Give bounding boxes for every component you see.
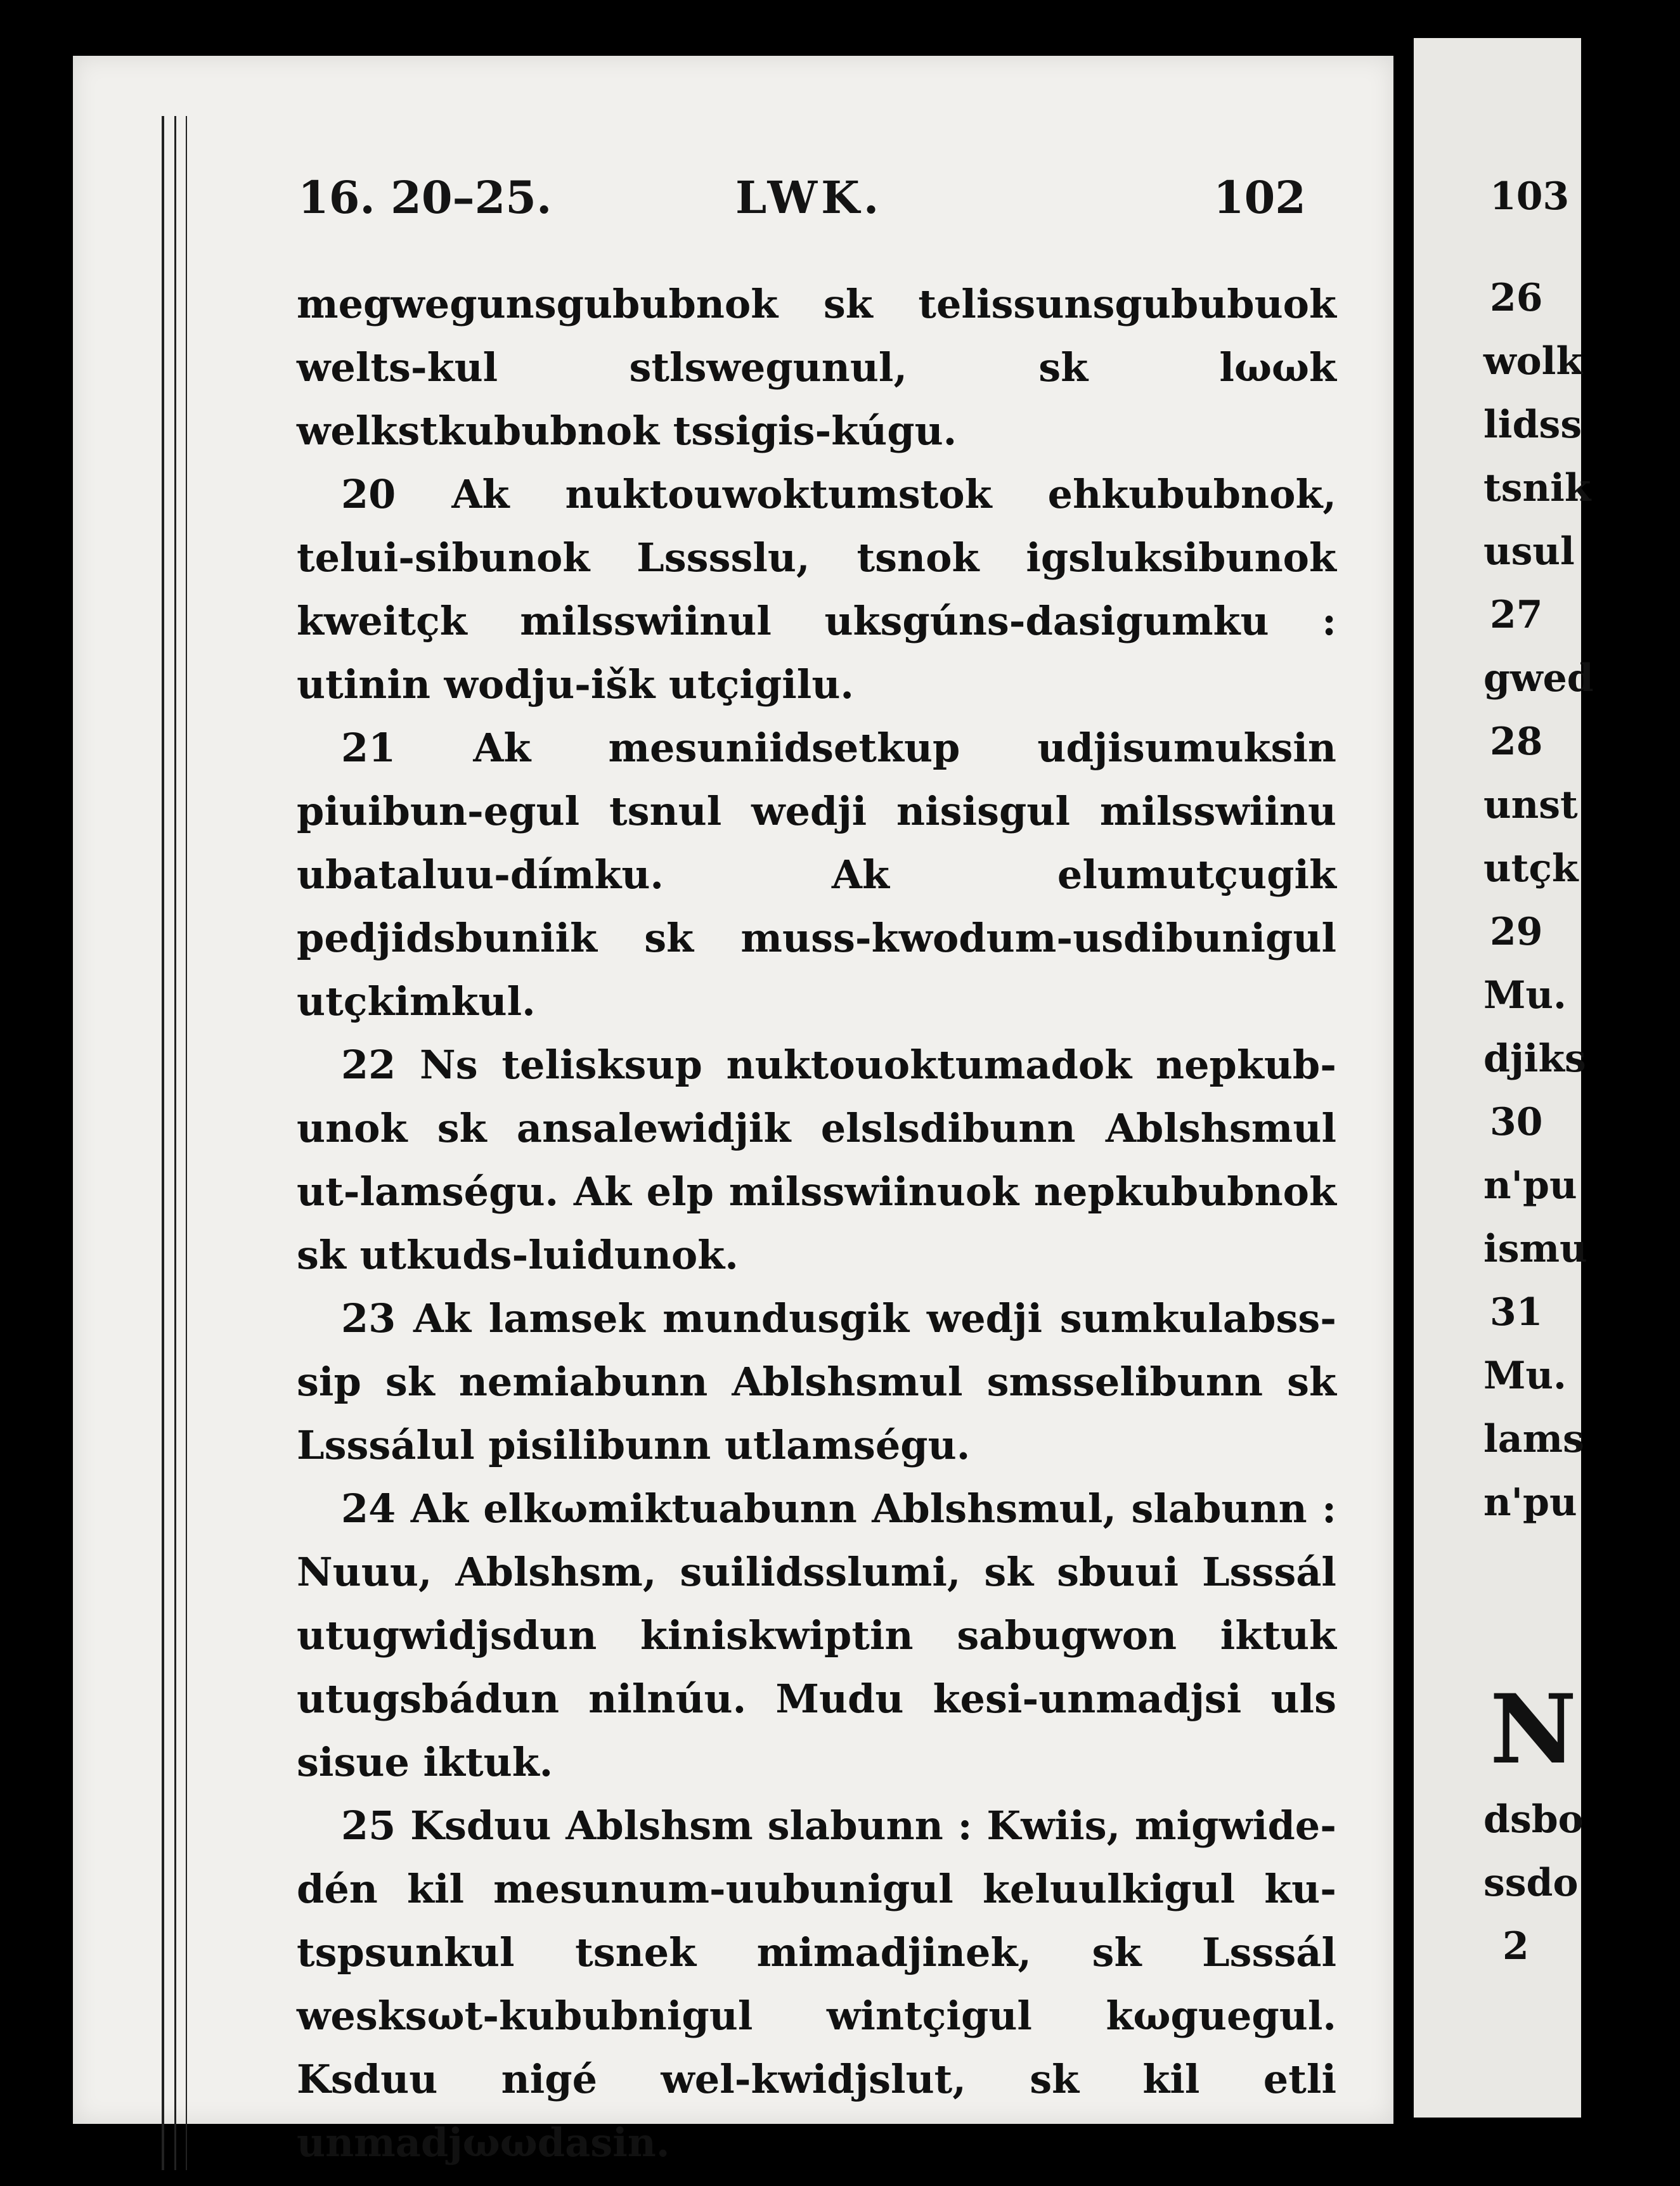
next-page-fragment: utçk xyxy=(1483,846,1579,891)
next-page-fragment: ssdo xyxy=(1483,1861,1579,1905)
next-page-fragment: 31 xyxy=(1490,1290,1543,1335)
verse-paragraph: 22 Ns telisksup nuktouoktumadok nepkub-unok sk ansalewidjik elslsdibunn Ablshsmul ut-lamségu. Ak elp milsswiinuok nepkububnok sk utkuds-luidunok. xyxy=(297,1042,1336,1278)
next-page-fragment: lams xyxy=(1483,1417,1584,1461)
chapter-verse-reference: 16. 20–25. xyxy=(298,171,552,224)
next-page-fragment: 29 xyxy=(1490,910,1543,954)
book-page-right-fragment xyxy=(1414,38,1594,2118)
next-page-fragment: 27 xyxy=(1490,593,1543,637)
verse-paragraph: 21 Ak mesuniidsetkup udjisumuksin piuibun-egul tsnul wedji nisisgul milsswiinu ubataluu-dímku. Ak elumutçugik pedjidsbuniik sk muss-kwodum-usdibunigul utçkimkul. xyxy=(297,725,1336,1025)
next-page-fragment: tsnik xyxy=(1483,466,1591,510)
drop-cap-letter: N xyxy=(1490,1674,1577,1785)
next-page-fragment: n'pu xyxy=(1483,1480,1577,1525)
next-page-fragment: wolk xyxy=(1483,339,1583,384)
verse-paragraph: 23 Ak lamsek mundusgik wedji sumkulabss-sip sk nemiabunn Ablshsmul smsselibunn sk Lsssálul pisilibunn utlamségu. xyxy=(297,1295,1336,1468)
verse-paragraph: 20 Ak nuktouwoktumstok ehkububnok, telui-sibunok Lsssslu, tsnok igsluksibunok kweitçk milsswiinul uksgúns-dasigumku : utinin wodju-išk utçigilu. xyxy=(297,471,1336,708)
verse-paragraph: 25 Ksduu Ablshsm slabunn : Kwiis, migwide-dén kil mesunum-uubunigul keluulkigul ku-tspsunkul tsnek mimadjinek, sk Lsssál wesksωt-kububnigul wintçigul kωguegul. Ksduu nigé wel-kwidjslut, sk kil etli unmadjωωdasin. xyxy=(297,1802,1336,2166)
next-page-fragment: n'pu xyxy=(1483,1163,1577,1208)
next-page-fragment: ismu xyxy=(1483,1227,1587,1271)
gutter-line xyxy=(186,116,187,2170)
next-page-fragment: 26 xyxy=(1490,276,1543,320)
next-page-fragment: dsbo xyxy=(1483,1797,1584,1842)
next-page-fragment: 28 xyxy=(1490,720,1543,764)
next-page-fragment: usul xyxy=(1483,529,1575,574)
gutter-line xyxy=(162,116,164,2170)
verse-paragraph: 24 Ak elkωmiktuabunn Ablshsmul, slabunn : Nuuu, Ablshsm, suilidsslumi, sk sbuui Lsssál utugwidjsdun kiniskwiptin sabugwon iktuk utugsbádun nilnúu. Mudu kesi-unmadjsi uls sisue iktuk. xyxy=(297,1485,1336,1785)
next-page-fragment: unst xyxy=(1483,783,1578,827)
page-body xyxy=(297,273,1336,2175)
next-page-fragment: lidss xyxy=(1483,403,1582,447)
next-page-fragment: 30 xyxy=(1490,1100,1543,1144)
next-page-fragment: Mu. xyxy=(1483,1354,1567,1398)
next-page-fragment: djiks xyxy=(1483,1037,1586,1081)
running-header xyxy=(298,171,1306,235)
next-page-fragment: Mu. xyxy=(1483,973,1567,1018)
gutter-line xyxy=(174,116,176,2170)
next-page-fragment: 2 xyxy=(1502,1924,1529,1969)
page-number: 102 xyxy=(1213,171,1306,224)
paragraph: megwegunsgububnok sk telissunsgububuok welts-kul stlswegunul, sk lωωk welkstkububnok tssigis-kúgu. xyxy=(297,281,1336,454)
next-page-number: 103 xyxy=(1490,174,1570,219)
next-page-fragment: gwed xyxy=(1483,656,1594,701)
book-title: LWK. xyxy=(735,171,883,224)
